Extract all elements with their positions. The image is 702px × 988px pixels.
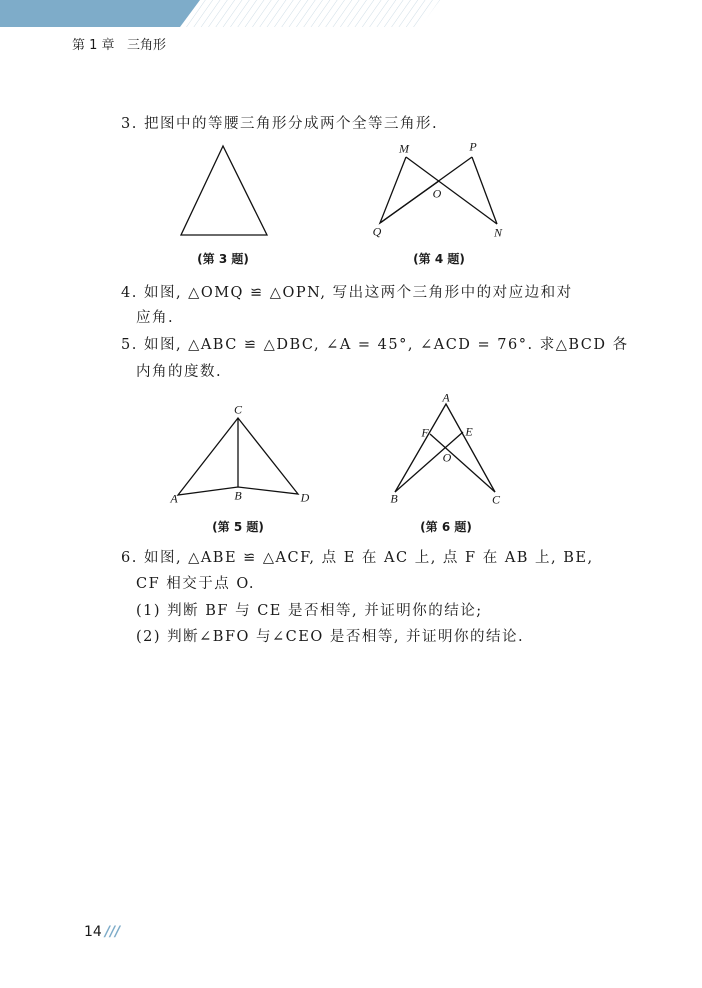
fig6-label-o: O (442, 450, 452, 465)
fig4-segment-qp (380, 157, 472, 223)
fig6-label-f: F (421, 425, 429, 440)
fig3-triangle (181, 146, 267, 235)
problem-6-line1: 6. 如图, △ABE ≌ △ACF, 点 E 在 AC 上, 点 F 在 AB 上, BE, (121, 550, 594, 566)
fig6-label-b: B (390, 491, 398, 506)
fig4-segment-mn (406, 157, 497, 224)
problem-4-line1: 4. 如图, △OMQ ≌ △OPN, 写出这两个三角形中的对应边和对 (121, 285, 573, 301)
fig6-segment-be (395, 432, 463, 492)
problem-5-line2: 内角的度数. (136, 364, 223, 380)
fig3-caption: (第 3 题) (197, 252, 249, 266)
fig6-caption: (第 6 题) (420, 520, 472, 534)
fig5-label-a: A (170, 491, 178, 506)
problem-6-line2: CF 相交于点 O. (136, 576, 256, 592)
problem-6-question-2: (2) 判断∠BFO 与∠CEO 是否相等, 并证明你的结论. (136, 629, 525, 645)
chapter-number: 第 1 章 (72, 38, 115, 53)
fig4-label-q: Q (372, 224, 382, 239)
fig6-label-a: A (442, 390, 450, 405)
fig4-label-m: M (399, 141, 409, 156)
fig4-caption: (第 4 题) (413, 252, 465, 266)
fig5-label-c: C (233, 402, 243, 417)
fig6-label-c: C (491, 492, 501, 507)
problem-4-line2: 应角. (136, 310, 175, 326)
fig4-label-n: N (493, 225, 503, 240)
fig4-label-p: P (469, 139, 477, 154)
page-number: 14 (84, 924, 102, 940)
chapter-title: 三角形 (126, 38, 166, 53)
problem-5-line1: 5. 如图, △ABC ≌ △DBC, ∠A = 45°, ∠ACD = 76°. 求△BCD 各 (121, 337, 629, 353)
problem-3: 3. 把图中的等腰三角形分成两个全等三角形. (121, 116, 439, 132)
fig5-caption: (第 5 题) (212, 520, 264, 534)
problem-6-question-1: (1) 判断 BF 与 CE 是否相等, 并证明你的结论; (136, 603, 483, 619)
fig4-label-o: O (432, 186, 442, 201)
fig6-segment-cf (430, 434, 495, 492)
fig6-label-e: E (465, 424, 473, 439)
page-footer (84, 924, 120, 940)
footer-slash-marks: /// (104, 924, 121, 940)
fig4-triangle-omq (380, 157, 439, 223)
fig4-segment-pn (472, 157, 497, 224)
fig5-label-b: B (234, 488, 242, 503)
fig5-label-d: D (300, 490, 310, 505)
